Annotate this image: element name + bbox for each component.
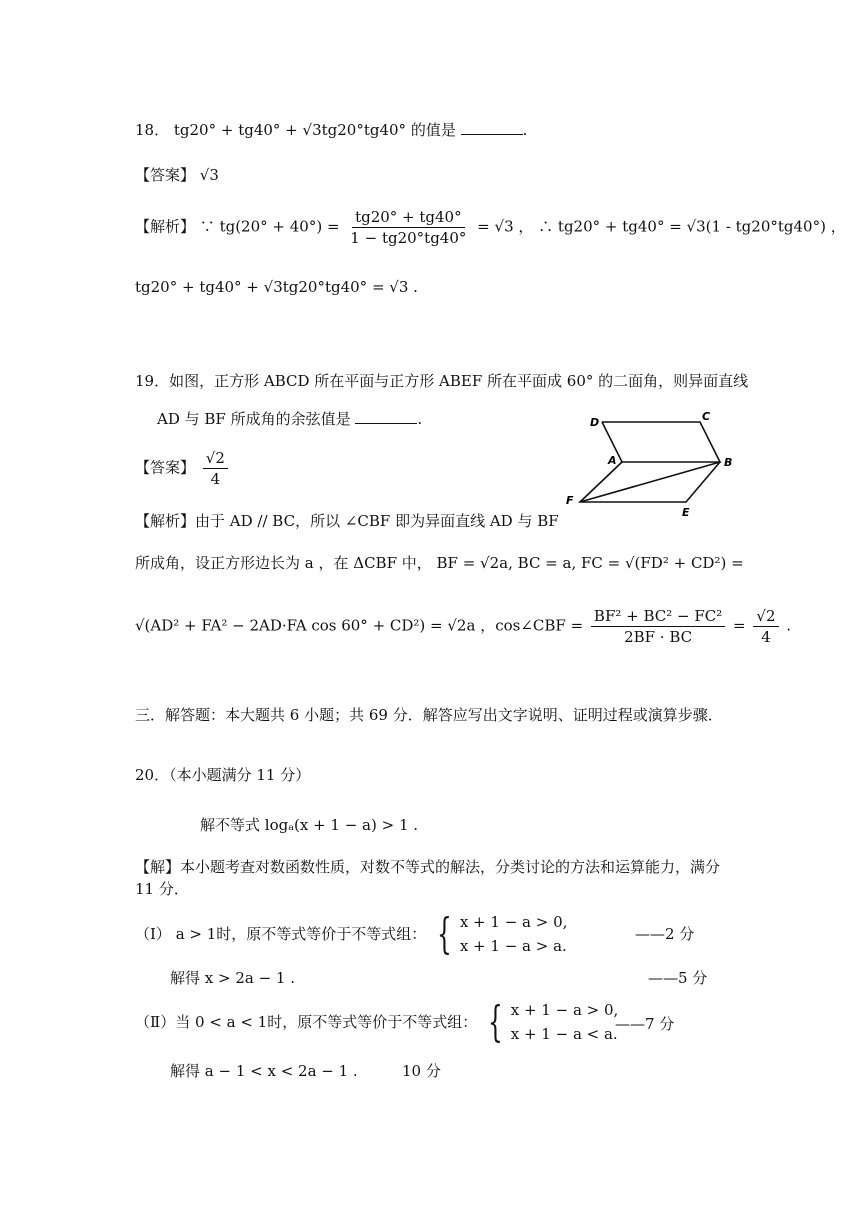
case2-result: 解得 a − 1 < x < 2a − 1 . <box>170 1062 358 1080</box>
label-e: E <box>682 506 690 519</box>
q19-number: 19． <box>135 372 170 390</box>
q18-expression: tg20° + tg40° + √3tg20°tg40° <box>173 121 407 139</box>
answer-label: 【答案】 <box>135 166 196 184</box>
fraction-numerator: √2 <box>753 606 778 627</box>
q18-tail: 的值是 <box>410 121 456 139</box>
q20-solution-line1 <box>135 856 720 878</box>
analysis-label: 【解析】 <box>135 512 196 530</box>
analysis-end: . <box>786 616 792 635</box>
case1-system <box>431 910 567 958</box>
case1-score: ——2 分 <box>635 925 695 943</box>
q18-stem <box>135 119 527 141</box>
solution-label: 【解】 <box>135 858 181 876</box>
fraction-numerator: √2 <box>203 448 228 469</box>
system-row: x + 1 − a < a. <box>510 1025 618 1043</box>
system-row: x + 1 − a > 0, <box>510 1001 619 1019</box>
q18-end: . <box>522 121 528 139</box>
solution-text: 本小题考查对数函数性质，对数不等式的解法，分类讨论的方法和运算能力，满分 <box>180 858 721 876</box>
q19-line2: AD 与 BF 所成角的余弦值是 <box>157 410 351 428</box>
result-fraction <box>753 606 778 647</box>
section-heading: 三．解答题：本大题共 6 小题；共 69 分．解答应写出文字说明、证明过程或演算步骤． <box>135 706 723 724</box>
answer-fraction <box>203 448 228 489</box>
q18-conclusion: tg20° + tg40° + √3tg20°tg40° = √3 . <box>135 278 418 296</box>
q19-end: . <box>417 410 423 428</box>
fraction-denominator: 4 <box>761 628 771 646</box>
q19-analysis-line1 <box>135 510 559 532</box>
q20-heading: 20．（本小题满分 11 分） <box>135 766 311 784</box>
label-f: F <box>566 494 574 507</box>
analysis-label: 【解析】 <box>135 217 196 236</box>
q19-line1: 如图，正方形 ABCD 所在平面与正方形 ABEF 所在平面成 60° 的二面角，则异面直线 <box>169 372 749 390</box>
analysis-rhs: = √3 ， ∴ tg20° + tg40° = √3(1 - tg20°tg40°) ， <box>477 217 846 236</box>
system-row: x + 1 − a > 0, <box>459 913 568 931</box>
label-c: C <box>702 410 711 423</box>
q19-stem-line1 <box>135 370 748 392</box>
fraction-denominator: 4 <box>210 470 221 488</box>
fraction-numerator: tg20° + tg40° <box>352 207 465 228</box>
case1-label: （Ⅰ） a > 1时，原不等式等价于不等式组： <box>135 925 427 943</box>
equals-sign: = <box>733 616 746 635</box>
case2-system <box>482 998 618 1046</box>
q18-analysis <box>135 207 846 248</box>
label-d: D <box>590 416 600 429</box>
brace-icon: { <box>437 909 452 958</box>
q20-problem: 解不等式 logₐ(x + 1 − a) > 1 . <box>200 816 419 834</box>
answer-value: √3 <box>199 166 219 184</box>
analysis-text: 由于 AD // BC，所以 ∠CBF 即为异面直线 AD 与 BF <box>195 512 559 530</box>
q19-analysis-line2: 所成角，设正方形边长为 a ，在 ΔCBF 中， BF = √2a, BC = a, FC = √(FD² + CD²) = <box>135 554 744 572</box>
case2-result-score: 10 分 <box>402 1062 441 1080</box>
answer-blank <box>461 120 523 135</box>
q18-number: 18． <box>135 121 170 139</box>
label-b: B <box>724 456 733 469</box>
case2-label: （Ⅱ）当 0 < a < 1时，原不等式等价于不等式组： <box>135 1013 478 1031</box>
q19-analysis-line3 <box>135 606 791 647</box>
case1-result-score: ——5 分 <box>648 969 708 987</box>
case2-score: ——7 分 <box>615 1015 675 1033</box>
fraction-denominator: 1 − tg20°tg40° <box>350 229 467 247</box>
answer-blank <box>355 409 417 424</box>
case1-result: 解得 x > 2a − 1 . <box>170 969 296 987</box>
q19-answer <box>135 448 231 489</box>
cos-fraction <box>591 606 725 647</box>
system-row: x + 1 − a > a. <box>459 937 567 955</box>
analysis-lhs: ∵ tg(20° + 40°) = <box>199 217 340 236</box>
q19-stem-line2 <box>157 408 422 430</box>
q20-solution-line2: 11 分． <box>135 880 189 898</box>
label-a: A <box>608 454 617 467</box>
q18-answer <box>135 164 219 186</box>
fraction-denominator: 2BF · BC <box>624 628 693 646</box>
fraction-numerator: BF² + BC² − FC² <box>591 606 725 627</box>
analysis-text: √(AD² + FA² − 2AD·FA cos 60° + CD²) = √2a ，cos∠CBF = <box>135 616 584 635</box>
answer-label: 【答案】 <box>135 458 196 477</box>
brace-icon: { <box>488 997 503 1046</box>
square-figure <box>560 404 750 522</box>
analysis-fraction <box>347 207 469 248</box>
q20-case2 <box>135 998 618 1046</box>
square-abcd <box>602 422 720 462</box>
q20-case1 <box>135 910 567 958</box>
